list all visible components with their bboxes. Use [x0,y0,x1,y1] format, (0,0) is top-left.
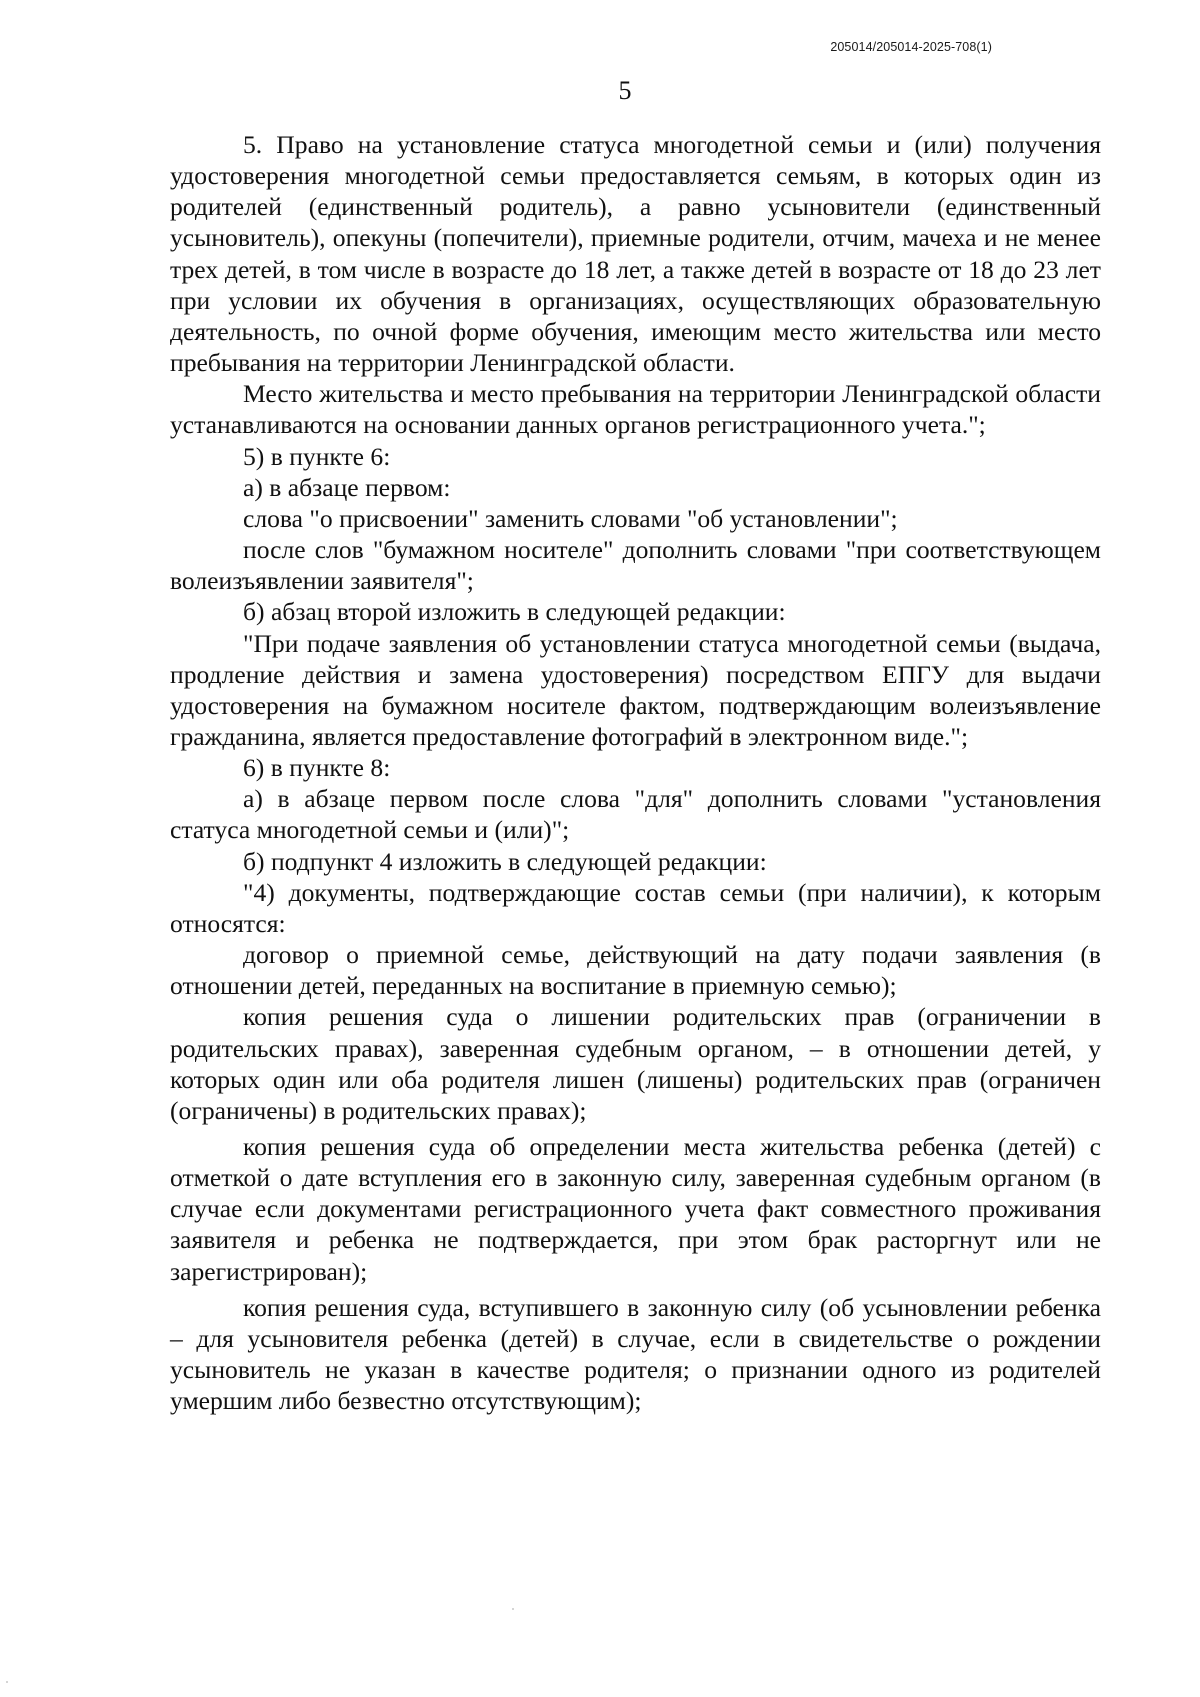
scan-speck [6,1681,8,1683]
paragraph-item-5: 5. Право на установление статуса многодетной семьи и (или) получения удостоверения многодетной семьи предоставляется семьям, в которых один из родителей (единственный родитель), а равно усыновители (единственный усыновитель), опекуны (попечители), приемные родители, отчим, мачеха и не менее трех детей, в том числе в возрасте до 18 лет, а также детей в возрасте от 18 до 23 лет при условии их обучения в организациях, осуществляющих образовательную деятельность, по очной форме обучения, имеющим место жительства или место пребывания на территории Ленинградской области. [170,130,1101,378]
paragraph-replace-words: слова "о присвоении" заменить словами "об установлении"; [243,503,898,533]
paragraph-subitem-6a: а) в абзаце первом после слова "для" дополнить словами "установления статуса многодетной семьи и (или)"; [170,784,1101,845]
paragraph-subitem-6b: б) подпункт 4 изложить в следующей редакции: [243,846,767,876]
paragraph-subitem-5: 5) в пункте 6: [243,441,391,471]
paragraph-subitem-6: 6) в пункте 8: [243,753,391,783]
paragraph-deprivation-rights: копия решения суда о лишении родительских прав (ограничении в родительских правах), заверенная судебным органом, – в отношении детей, у которых один или оба родителя лишен (лишены) родительских прав (ограничен (ограничены) в родительских правах); [170,1002,1101,1125]
paragraph-documents: "4) документы, подтверждающие состав семьи (при наличии), к которым относятся: [170,877,1101,938]
scan-speck [512,1608,514,1610]
paragraph-residence-decision: копия решения суда об определении места жительства ребенка (детей) с отметкой о дате вступления его в законную силу, заверенная судебным органом (в случае если документами регистрационного учета факт совместного проживания заявителя и ребенка не подтверждается, при этом брак расторгнут или не зарегистрирован); [170,1132,1101,1286]
paragraph-add-words: после слов "бумажном носителе" дополнить словами "при соответствующем волеизъявлении заявителя"; [170,535,1101,596]
document-body [170,129,1101,1416]
paragraph-foster-contract: договор о приемной семье, действующий на дату подачи заявления (в отношении детей, переданных на воспитание в приемную семью); [170,940,1101,1001]
paragraph-subitem-5a: а) в абзаце первом: [243,472,451,502]
paragraph-residence: Место жительства и место пребывания на территории Ленинградской области устанавливаются на основании данных органов регистрационного учета."; [170,379,1101,440]
page-number: 5 [618,76,632,105]
paragraph-adoption-decision: копия решения суда, вступившего в законную силу (об усыновлении ребенка – для усыновителя ребенка (детей) в случае, если в свидетельстве о рождении усыновитель не указан в качестве родителя; о признании одного из родителей умершим либо безвестно отсутствующим); [170,1292,1101,1416]
paragraph-subitem-5b: б) абзац второй изложить в следующей редакции: [243,597,786,627]
document-id: 205014/205014-2025-708(1) [830,40,992,54]
paragraph-epgu: "При подаче заявления об установлении статуса многодетной семьи (выдача, продление действия и замена удостоверения) посредством ЕПГУ для выдачи удостоверения на бумажном носителе фактом, подтверждающим волеизъявление гражданина, является предоставление фотографий в электронном виде."; [170,628,1101,751]
